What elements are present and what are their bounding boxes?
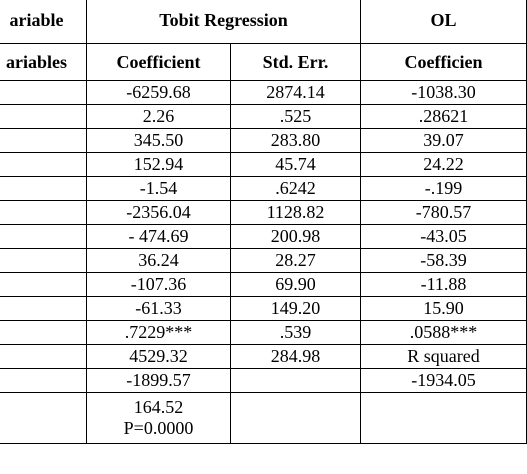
table-row [0,105,527,129]
variable-header: ariable [0,0,87,44]
tobit-coef-cell: 36.24 [87,249,231,273]
ols-coef-cell: .0588*** [361,321,527,345]
ols-coef-cell: -1038.30 [361,81,527,105]
variable-name-cell [0,369,87,393]
variable-name-cell [0,345,87,369]
variable-name-cell [0,249,87,273]
tobit-coef-cell: -1899.57 [87,369,231,393]
variables-header: ariables [0,44,87,81]
table-row [0,273,527,297]
ols-coef-cell: -43.05 [361,225,527,249]
variable-name-cell [0,297,87,321]
tobit-se-cell: 284.98 [231,345,361,369]
std-err-header: Std. Err. [231,44,361,81]
tobit-se-cell: 2874.14 [231,81,361,105]
tobit-coef-cell: -1.54 [87,177,231,201]
table-row [0,249,527,273]
ols-coef-cell: -58.39 [361,249,527,273]
tobit-coef-cell: -107.36 [87,273,231,297]
ols-coef-cell: -.199 [361,177,527,201]
table-row [0,129,527,153]
tobit-se-cell [231,393,361,444]
table-row [0,345,527,369]
table-row [0,225,527,249]
tobit-coef-cell: -2356.04 [87,201,231,225]
tobit-se-cell [231,369,361,393]
tobit-coef-cell: -6259.68 [87,81,231,105]
ols-coef-cell: .28621 [361,105,527,129]
variable-name-cell [0,129,87,153]
ols-coef-cell: R squared [361,345,527,369]
tobit-se-cell: 200.98 [231,225,361,249]
chi-value: 164.52 [133,397,184,417]
tobit-stat-cell [87,393,231,444]
tobit-se-cell: 69.90 [231,273,361,297]
tobit-coef-cell: .7229*** [87,321,231,345]
p-value: P=0.0000 [123,418,194,438]
header-row-1 [0,0,527,44]
tobit-coef-cell: -61.33 [87,297,231,321]
ols-coef-cell: 39.07 [361,129,527,153]
tobit-se-cell: 149.20 [231,297,361,321]
variable-name-cell [0,201,87,225]
variable-name-cell [0,105,87,129]
table-row [0,369,527,393]
table-row [0,177,527,201]
variable-name-cell [0,153,87,177]
table-row [0,321,527,345]
table-row [0,153,527,177]
tobit-se-cell: .539 [231,321,361,345]
tobit-se-cell: 283.80 [231,129,361,153]
ols-coef-cell [361,393,527,444]
tobit-se-cell: .6242 [231,177,361,201]
table-row [0,201,527,225]
tobit-coef-cell: 2.26 [87,105,231,129]
variable-name-cell [0,393,87,444]
ols-coef-cell: 15.90 [361,297,527,321]
tobit-coef-cell: - 474.69 [87,225,231,249]
tobit-se-cell: 28.27 [231,249,361,273]
tobit-coef-cell: 345.50 [87,129,231,153]
ols-coef-cell: -780.57 [361,201,527,225]
variable-name-cell [0,81,87,105]
tobit-se-cell: .525 [231,105,361,129]
table-row [0,81,527,105]
variable-name-cell [0,321,87,345]
ols-coefficient-header: Coefficien [361,44,527,81]
ols-coef-cell: 24.22 [361,153,527,177]
tobit-se-cell: 1128.82 [231,201,361,225]
table-row [0,297,527,321]
tobit-coef-cell: 152.94 [87,153,231,177]
coefficient-header: Coefficient [87,44,231,81]
variable-name-cell [0,225,87,249]
variable-name-cell [0,273,87,297]
ols-header: OL [361,0,527,44]
tobit-se-cell: 45.74 [231,153,361,177]
header-row-2 [0,44,527,81]
ols-coef-cell: -11.88 [361,273,527,297]
tobit-coef-cell: 4529.32 [87,345,231,369]
ols-coef-cell: -1934.05 [361,369,527,393]
variable-name-cell [0,177,87,201]
table-row-stats [0,393,527,444]
tobit-regression-header: Tobit Regression [87,0,361,44]
